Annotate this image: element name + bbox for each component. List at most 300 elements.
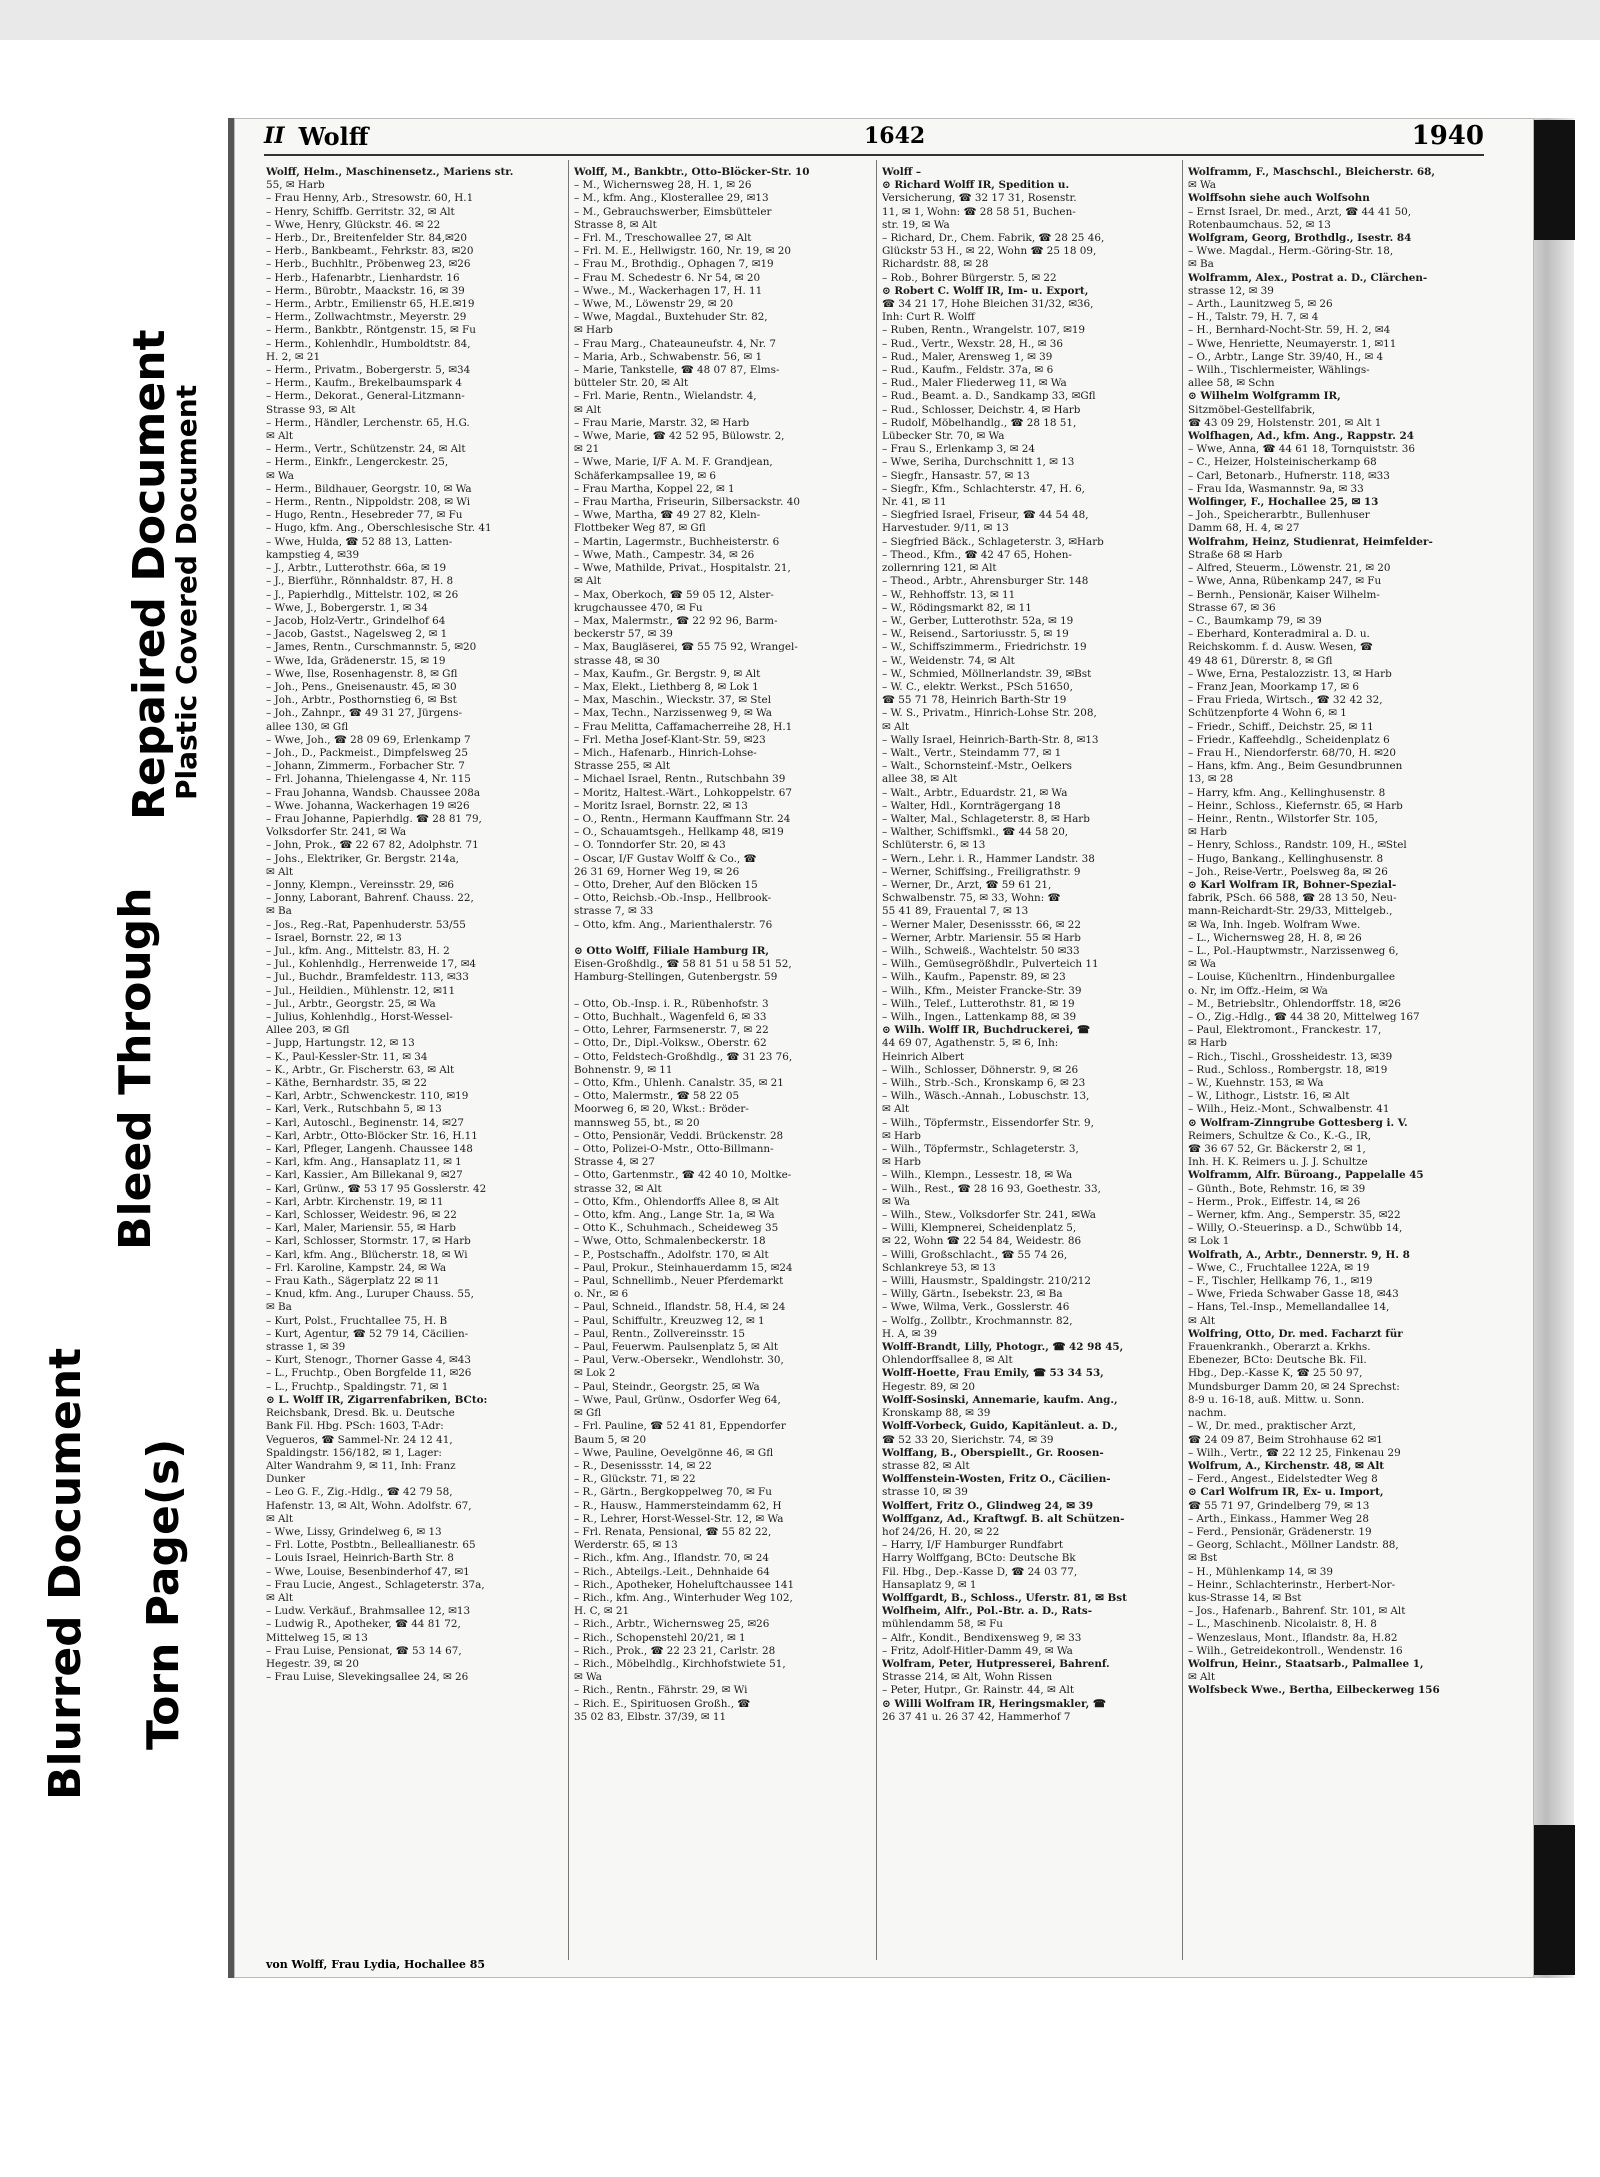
directory-entry: – Max, Maschin., Wieckstr. 37, ✉ Stel xyxy=(574,694,772,707)
directory-entry: – W., Schiffszimmerm., Friedrichstr. 19 xyxy=(882,641,1087,654)
directory-entry: – Herm., Zollwachtmstr., Meyerstr. 29 xyxy=(266,311,467,324)
directory-entry: – Alfr., Kondit., Bendixensweg 9, ✉ 33 xyxy=(882,1631,1082,1644)
directory-entry: – Willy, O.-Steuerinsp. a D., Schwübb 14, xyxy=(1188,1222,1403,1235)
directory-entry: Alter Wandrahm 9, ✉ 11, Inh: Franz xyxy=(266,1459,456,1472)
directory-entry: Strasse 93, ✉ Alt xyxy=(266,403,356,416)
directory-entry: – Wilh., Schlosser, Döhnerstr. 9, ✉ 26 xyxy=(882,1063,1079,1076)
directory-entry: – Ruben, Rentn., Wrangelstr. 107, ✉19 xyxy=(882,324,1086,337)
directory-entry: Wolffganz, Ad., Kraftwgf. B. alt Schützen- xyxy=(882,1512,1125,1525)
directory-entry: – Wwe, Otto, Schmalenbeckerstr. 18 xyxy=(574,1235,766,1248)
directory-entry: – Knud, kfm. Ang., Luruper Chauss. 55, xyxy=(266,1288,474,1301)
directory-entry: ☎ 43 09 29, Holstenstr. 201, ✉ Alt 1 xyxy=(1188,416,1382,429)
label-torn-pages: Torn Page(s) xyxy=(138,1438,189,1750)
directory-entry: Heinrich Albert xyxy=(882,1050,965,1063)
directory-entry: – Fritz, Adolf-Hitler-Damm 49, ✉ Wa xyxy=(882,1644,1073,1657)
directory-entry: strasse 48, ✉ 30 xyxy=(574,654,660,667)
directory-entry: Wolff-Hoette, Frau Emily, ☎ 53 34 53, xyxy=(882,1367,1104,1380)
directory-entry: ✉ Bst xyxy=(1188,1552,1218,1565)
directory-entry: – Wwe, M., Löwenstr 29, ✉ 20 xyxy=(574,298,734,311)
directory-entry: Fil. Hbg., Dep.-Kasse D, ☎ 24 03 77, xyxy=(882,1565,1078,1578)
directory-entry: ✉ Alt xyxy=(882,720,910,733)
directory-entry: Wolframm, F., Maschschl., Bleicherstr. 68, xyxy=(1188,166,1436,178)
directory-entry: Harry Wolffgang, BCto: Deutsche Bk xyxy=(882,1552,1076,1565)
directory-entry: – Frau Frieda, Wirtsch., ☎ 32 42 32, xyxy=(1188,694,1383,707)
directory-entry: ✉ 22, Wohn ☎ 22 54 84, Weidestr. 86 xyxy=(882,1235,1082,1248)
directory-entry: ✉ Ba xyxy=(266,905,292,918)
directory-entry: – Franz Jean, Moorkamp 17, ✉ 6 xyxy=(1188,680,1360,693)
directory-entry: 44 69 07, Agathenstr. 5, ✉ 6, Inh: xyxy=(882,1037,1059,1050)
column-rule xyxy=(568,160,569,1960)
directory-entry: – Frau M., Brothdig., Ophagen 7, ✉19 xyxy=(574,258,774,271)
directory-entry: – Max, Oberkoch, ☎ 59 05 12, Alster- xyxy=(574,588,774,601)
directory-entry: – Wwe, Henriette, Neumayerstr. 1, ✉11 xyxy=(1188,337,1397,350)
directory-entry: – Wwe, Mathilde, Privat., Hospitalstr. 21, xyxy=(574,562,791,575)
directory-entry: – Carl, Betonarb., Hufnerstr. 118, ✉33 xyxy=(1188,469,1390,482)
directory-entry: – Wwe, Martha, ☎ 49 27 82, Kleln- xyxy=(574,509,761,522)
directory-entry: Wolfring, Otto, Dr. med. Facharzt für xyxy=(1188,1327,1403,1340)
directory-entry: – Peter, Hutpr., Gr. Rainstr. 44, ✉ Alt xyxy=(882,1684,1075,1697)
directory-entry: Ohlendorffsallee 8, ✉ Alt xyxy=(882,1354,1013,1367)
directory-entry: – Wilh., Strb.-Sch., Kronskamp 6, ✉ 23 xyxy=(882,1077,1086,1090)
directory-entry: Strasse 255, ✉ Alt xyxy=(574,760,671,773)
directory-entry: – J., Papierhdlg., Mittelstr. 102, ✉ 26 xyxy=(266,588,459,601)
directory-entry: – Jacob, Holz-Vertr., Grindelhof 64 xyxy=(266,614,446,627)
directory-entry: ✉ Ba xyxy=(266,1301,292,1314)
directory-entry: – Max, Techn., Narzissenweg 9, ✉ Wa xyxy=(574,707,772,720)
directory-entry: Inh: Curt R. Wolff xyxy=(882,311,975,324)
directory-entry: – Jul., Kohlenhdlg., Herrenweide 17, ✉4 xyxy=(266,958,477,971)
directory-entry: – Otto, Kfm., Ohlendorffs Allee 8, ✉ Alt xyxy=(574,1195,779,1208)
directory-entry: Wolff-Brandt, Lilly, Photogr., ☎ 42 98 45, xyxy=(882,1341,1124,1354)
directory-entry: Hegestr. 39, ✉ 20 xyxy=(266,1657,360,1670)
directory-entry: – Otto, Dreher, Auf den Blöcken 15 xyxy=(574,878,758,891)
directory-entry: – Otto, Ob.-Insp. i. R., Rübenhofstr. 3 xyxy=(574,997,769,1010)
directory-entry: – Frau Melitta, Caffamacherreihe 28, H.1 xyxy=(574,720,793,733)
directory-entry: – Eberhard, Konteradmiral a. D. u. xyxy=(1188,628,1370,641)
directory-entry: 8-9 u. 16-18, auß. Mittw. u. Sonn. xyxy=(1188,1393,1365,1406)
directory-entry: – M., kfm. Ang., Klosterallee 29, ✉13 xyxy=(574,192,769,205)
directory-entry: o. Nr, im Offz.-Heim, ✉ Wa xyxy=(1188,984,1328,997)
directory-entry: – Georg, Schlacht., Möllner Landstr. 88, xyxy=(1188,1539,1399,1552)
directory-entry: ✉ Harb xyxy=(1188,826,1227,839)
directory-entry: – Wilh., Heiz.-Mont., Schwalbenstr. 41 xyxy=(1188,1103,1390,1116)
directory-entry: – Herm., Dekorat., General-Litzmann- xyxy=(266,390,465,403)
directory-entry: Wolff-Vorbeck, Guido, Kapitänleut. a. D., xyxy=(882,1420,1118,1433)
directory-entry: bütteler Str. 20, ✉ Alt xyxy=(574,377,689,390)
directory-entry: – Willy, Gärtn., Isebekstr. 23, ✉ Ba xyxy=(882,1288,1063,1301)
directory-entry: – Wwe, Joh., ☎ 28 09 69, Erlenkamp 7 xyxy=(266,733,471,746)
directory-entry: – Rich., Rentn., Fährstr. 29, ✉ Wi xyxy=(574,1684,748,1697)
directory-entry: – Otto, Dr., Dipl.-Volksw., Oberstr. 62 xyxy=(574,1037,767,1050)
directory-entry: – Walt., Vertr., Steindamm 77, ✉ 1 xyxy=(882,746,1062,759)
directory-entry: Hansaplatz 9, ✉ 1 xyxy=(882,1578,977,1591)
directory-entry: – Frau Martha, Friseurin, Silbersackstr. 40 xyxy=(574,496,800,509)
directory-entry: – Herm., Kohlenhdlr., Humboldtstr. 84, xyxy=(266,337,471,350)
directory-entry: Wolfsbeck Wwe., Bertha, Eilbeckerweg 156 xyxy=(1188,1684,1440,1697)
directory-entry: – Wilh., Tischlermeister, Wählings- xyxy=(1188,364,1370,377)
directory-entry: – Wolfg., Zollbtr., Krochmannstr. 82, xyxy=(882,1314,1073,1327)
directory-entry: – Herm., Händler, Lerchenstr. 65, H.G. xyxy=(266,416,470,429)
directory-entry: Strasse 67, ✉ 36 xyxy=(1188,601,1276,614)
directory-entry: mannsweg 55, bt., ✉ 20 xyxy=(574,1116,700,1129)
directory-entry: – Wwe, Magdal., Buxtehuder Str. 82, xyxy=(574,311,768,324)
directory-entry: – Frau H., Niendorferstr. 68/70, H. ✉20 xyxy=(1188,746,1397,759)
directory-entry: – Herm., Bildhauer, Georgstr. 10, ✉ Wa xyxy=(266,482,472,495)
directory-entry: – Heinr., Rentn., Wilstorfer Str. 105, xyxy=(1188,812,1378,825)
directory-entry: – Karl, Arbtr., Schwenckestr. 110, ✉19 xyxy=(266,1090,469,1103)
directory-entry: – Wwe, Hulda, ☎ 52 88 13, Latten- xyxy=(266,535,453,548)
directory-entry: Kronskamp 88, ✉ 39 xyxy=(882,1407,991,1420)
directory-entry: Dunker xyxy=(266,1473,306,1486)
label-bleed-through: Bleed Through xyxy=(110,887,161,1250)
directory-entry: – Harry, kfm. Ang., Kellinghusenstr. 8 xyxy=(1188,786,1386,799)
directory-entry: – Wwe, Wilma, Verk., Gosslerstr. 46 xyxy=(882,1301,1070,1314)
directory-entry: strasse 1, ✉ 39 xyxy=(266,1341,346,1354)
directory-entry: – James, Rentn., Curschmannstr. 5, ✉20 xyxy=(266,641,477,654)
directory-entry: – Ludwig R., Apotheker, ☎ 44 81 72, xyxy=(266,1618,461,1631)
directory-entry: – Wwe, Anna, ☎ 44 61 18, Tornquiststr. 36 xyxy=(1188,443,1416,456)
directory-entry: – Ferd., Pensionär, Grädenerstr. 19 xyxy=(1188,1525,1372,1538)
year: 1940 xyxy=(1411,121,1484,151)
directory-entry: – Jupp, Hartungstr. 12, ✉ 13 xyxy=(266,1037,415,1050)
directory-entry: ☎ 55 71 97, Grindelberg 79, ✉ 13 xyxy=(1188,1499,1370,1512)
directory-entry: – Wwe, Ilse, Rosenhagenstr. 8, ✉ Gfl xyxy=(266,667,458,680)
directory-entry: – R., Hausw., Hammersteindamm 62, H xyxy=(574,1499,782,1512)
directory-column-2 xyxy=(574,166,866,1956)
directory-entry: – Frau Martha, Koppel 22, ✉ 1 xyxy=(574,482,735,495)
directory-entry: – Rob., Bohrer Bürgerstr. 5, ✉ 22 xyxy=(882,271,1057,284)
directory-entry: Hbg., Dep.-Kasse K, ☎ 25 50 97, xyxy=(1188,1367,1363,1380)
directory-entry: – W., Gerber, Lutterothstr. 52a, ✉ 19 xyxy=(882,614,1074,627)
directory-entry: ☎ 34 21 17, Hohe Bleichen 31/32, ✉36, xyxy=(882,298,1094,311)
directory-entry: Wolfrum, A., Kirchenstr. 48, ✉ Alt xyxy=(1188,1459,1385,1472)
directory-entry: – Wwe, J., Bobergerstr. 1, ✉ 34 xyxy=(266,601,428,614)
directory-entry: mann-Reichardt-Str. 29/33, Mittelgeb., xyxy=(1188,905,1393,918)
directory-entry: – Wwe, Marie, ☎ 42 52 95, Bülowstr. 2, xyxy=(574,430,785,443)
directory-entry: Damm 68, H. 4, ✉ 27 xyxy=(1188,522,1300,535)
directory-entry: Spaldingstr. 156/182, ✉ 1, Lager: xyxy=(266,1446,442,1459)
directory-entry: ✉ Alt xyxy=(1188,1671,1216,1684)
directory-entry: – Rich., Tischl., Grossheidestr. 13, ✉39 xyxy=(1188,1050,1393,1063)
directory-entry: ✉ Lok 1 xyxy=(1188,1235,1230,1248)
directory-entry: – Walt., Arbtr., Eduardstr. 21, ✉ Wa xyxy=(882,786,1068,799)
directory-entry: Wolff, M., Bankbtr., Otto-Blöcker-Str. 10 xyxy=(574,166,810,178)
directory-entry: allee 38, ✉ Alt xyxy=(882,773,958,786)
directory-entry: – W. S., Privatm., Hinrich-Lohse Str. 208, xyxy=(882,707,1097,720)
directory-entry: – Otto, Reichsb.-Ob.-Insp., Hellbrook- xyxy=(574,892,772,905)
directory-entry: nachm. xyxy=(1188,1407,1227,1420)
directory-entry: – Max, Elekt., Liethberg 8, ✉ Lok 1 xyxy=(574,680,759,693)
directory-entry: Harvestuder. 9/11, ✉ 13 xyxy=(882,522,1009,535)
directory-entry: Lübecker Str. 70, ✉ Wa xyxy=(882,430,1005,443)
directory-entry: – Frl. Johanna, Thielengasse 4, Nr. 115 xyxy=(266,773,471,786)
directory-entry: – Otto, Pensionär, Veddi. Brückenstr. 28 xyxy=(574,1129,784,1142)
directory-entry: – Johann, Zimmerm., Forbacher Str. 7 xyxy=(266,760,465,773)
directory-entry: – Herb., Dr., Breitenfelder Str. 84,✉20 xyxy=(266,232,467,245)
directory-entry: – Herb., Bankbeamt., Fehrkstr. 83, ✉20 xyxy=(266,245,474,258)
directory-entry: – Otto, kfm. Ang., Marienthalerstr. 76 xyxy=(574,918,773,931)
directory-entry: – Wwe, Louise, Besenbinderhof 47, ✉1 xyxy=(266,1565,470,1578)
directory-entry: – Jul., Arbtr., Georgstr. 25, ✉ Wa xyxy=(266,997,436,1010)
directory-entry: – Wwe, Lissy, Grindelweg 6, ✉ 13 xyxy=(266,1525,442,1538)
directory-entry: Wolframm, Alex., Postrat a. D., Clärchen- xyxy=(1188,271,1428,284)
directory-entry: ☎ 52 33 20, Sierichstr. 74, ✉ 39 xyxy=(882,1433,1054,1446)
directory-entry: – M., Gebrauchswerber, Eimsbütteler xyxy=(574,205,772,218)
directory-entry: krugchaussee 470, ✉ Fu xyxy=(574,601,703,614)
directory-entry: – Paul, Verw.-Obersekr., Wendlohstr. 30, xyxy=(574,1354,784,1367)
directory-entry: Strasse 8, ✉ Alt xyxy=(574,218,657,231)
directory-entry: – Siegfr., Kfm., Schlachterstr. 47, H. 6, xyxy=(882,482,1085,495)
directory-entry: – K., Arbtr., Gr. Fischerstr. 63, ✉ Alt xyxy=(266,1063,455,1076)
directory-entry: – Joh., Pens., Gneisenaustr. 45, ✉ 30 xyxy=(266,680,457,693)
directory-entry: Frauenkrankh., Oberarzt a. Krkhs. xyxy=(1188,1341,1371,1354)
directory-entry: Wolfhagen, Ad., kfm. Ang., Rappstr. 24 xyxy=(1188,430,1414,443)
directory-entry: – Julius, Kohlenhdlg., Horst-Wessel- xyxy=(266,1011,453,1023)
directory-entry: ⊙ Carl Wolfrum IR, Ex- u. Import, xyxy=(1188,1486,1384,1499)
directory-entry: – Otto, kfm. Ang., Lange Str. 1a, ✉ Wa xyxy=(574,1209,775,1222)
directory-entry: Reimers, Schultze & Co., K.-G., IR, xyxy=(1188,1129,1372,1142)
directory-entry: – Karl, Schlosser, Stormstr. 17, ✉ Harb xyxy=(266,1235,471,1248)
directory-entry: – H., Talstr. 79, H. 7, ✉ 4 xyxy=(1188,311,1319,324)
directory-entry: – Rud., Vertr., Wexstr. 28, H., ✉ 36 xyxy=(882,337,1063,350)
directory-entry: Wolframm, Alfr. Büroang., Pappelalle 45 xyxy=(1188,1169,1424,1182)
directory-entry: – O. Tonndorfer Str. 20, ✉ 43 xyxy=(574,839,726,852)
directory-entry: – Otto, Buchhalt., Wagenfeld 6, ✉ 33 xyxy=(574,1011,767,1023)
directory-entry: – W., Lithogr., Liststr. 16, ✉ Alt xyxy=(1188,1090,1350,1103)
directory-entry: – K., Paul-Kessler-Str. 11, ✉ 34 xyxy=(266,1050,428,1063)
directory-entry: – H., Bernhard-Nocht-Str. 59, H. 2, ✉4 xyxy=(1188,324,1391,337)
directory-entry: – Frl. M., Treschowallee 27, ✉ Alt xyxy=(574,232,752,245)
directory-entry: – Michael Israel, Rentn., Rutschbahn 39 xyxy=(574,773,786,786)
directory-entry: – Wilh., Rest., ☎ 28 16 93, Goethestr. 33, xyxy=(882,1182,1101,1195)
directory-entry: – W., Kuehnstr. 153, ✉ Wa xyxy=(1188,1077,1324,1090)
directory-entry: – Walther, Schiffsmkl., ☎ 44 58 20, xyxy=(882,826,1069,839)
directory-entry: – Wilh., Töpfermstr., Eissendorfer Str. 9, xyxy=(882,1116,1094,1129)
directory-entry: – R., Lehrer, Horst-Wessel-Str. 12, ✉ Wa xyxy=(574,1512,784,1525)
directory-entry: str. 19, ✉ Wa xyxy=(882,218,950,231)
directory-entry: – Paul, Schiffultr., Kreuzweg 12, ✉ 1 xyxy=(574,1314,765,1327)
directory-entry: Mittelweg 15, ✉ 13 xyxy=(266,1631,368,1644)
footer-entry: von Wolff, Frau Lydia, Hochallee 85 xyxy=(266,1958,486,1971)
directory-entry: – Theod., Arbtr., Ahrensburger Str. 148 xyxy=(882,575,1089,588)
directory-entry: – Wwe, Ida, Grädenerstr. 15, ✉ 19 xyxy=(266,654,446,667)
directory-entry: Straße 68 ✉ Harb xyxy=(1188,548,1283,561)
volume-number: II xyxy=(264,123,285,149)
directory-entry: – Frau Kath., Sägerplatz 22 ✉ 11 xyxy=(266,1275,440,1288)
directory-entry: ✉ Alt xyxy=(574,575,602,588)
directory-entry: ✉ Wa xyxy=(1188,958,1216,971)
directory-entry: Rotenbaumchaus. 52, ✉ 13 xyxy=(1188,218,1331,231)
directory-entry: – Frau Ida, Wasmannstr. 9a, ✉ 33 xyxy=(1188,482,1364,495)
directory-entry: – Karl, Pfleger, Langenh. Chaussee 148 xyxy=(266,1143,473,1156)
directory-entry: – Frau Marg., Chateauneufstr. 4, Nr. 7 xyxy=(574,337,776,350)
directory-entry: – Wwe., M., Wackerhagen 17, H. 11 xyxy=(574,284,763,297)
directory-entry: – Paul, Feuerwm. Paulsenplatz 5, ✉ Alt xyxy=(574,1341,779,1354)
directory-entry: zollernring 121, ✉ Alt xyxy=(882,562,997,575)
directory-entry: ✉ Wa xyxy=(882,1195,910,1208)
directory-entry: – Karl, Maler, Mariensir. 55, ✉ Harb xyxy=(266,1222,456,1235)
directory-entry: – Werner Maler, Desenissstr. 66, ✉ 22 xyxy=(882,918,1081,931)
directory-entry: – Wilh., Klempn., Lessestr. 18, ✉ Wa xyxy=(882,1169,1073,1182)
directory-entry: – Rud., Beamt. a. D., Sandkamp 33, ✉Gfl xyxy=(882,390,1096,403)
directory-entry: – Jul., Heildien., Mühlenstr. 12, ✉11 xyxy=(266,984,456,997)
directory-entry: – Friedr., Kaffeehdlg., Scheidenplatz 6 xyxy=(1188,733,1390,746)
directory-entry: – Werner, Dr., Arzt, ☎ 59 61 21, xyxy=(882,878,1052,891)
directory-entry: – Frau Luise, Slevekingsallee 24, ✉ 26 xyxy=(266,1671,469,1684)
directory-entry: 49 48 61, Dürerstr. 8, ✉ Gfl xyxy=(1188,654,1333,667)
directory-entry: – Ernst Israel, Dr. med., Arzt, ☎ 44 41 50, xyxy=(1188,205,1412,218)
directory-entry: – C., Heizer, Holsteinischerkamp 68 xyxy=(1188,456,1377,469)
directory-entry: Wolfram, Peter, Hutpresserei, Bahrenf. xyxy=(882,1657,1110,1670)
directory-entry: – Johs., Elektriker, Gr. Bergstr. 214a, xyxy=(266,852,459,865)
directory-entry: – Wilh., Telef., Lutterothstr. 81, ✉ 19 xyxy=(882,997,1075,1010)
directory-entry: – Wilh., Schweiß., Wachtelstr. 50 ✉33 xyxy=(882,944,1080,957)
directory-entry: – Kurt, Agentur, ☎ 52 79 14, Cäcilien- xyxy=(266,1327,469,1340)
directory-entry: 55 41 89, Frauental 7, ✉ 13 xyxy=(882,905,1029,918)
directory-entry: – L., Fruchtp., Oben Borgfelde 11, ✉26 xyxy=(266,1367,472,1380)
directory-entry: Wolfheim, Alfr., Pol.-Btr. a. D., Rats- xyxy=(882,1605,1093,1618)
directory-entry: – Wwe, Anna, Rübenkamp 247, ✉ Fu xyxy=(1188,575,1382,588)
directory-entry: Schäferkampsallee 19, ✉ 6 xyxy=(574,469,717,482)
directory-entry: – Karl, Arbtr. Kirchenstr. 19, ✉ 11 xyxy=(266,1195,444,1208)
directory-entry: ✉ Alt xyxy=(266,430,294,443)
directory-entry: – Marie, Tankstelle, ☎ 48 07 87, Elms- xyxy=(574,364,780,377)
directory-entry: – Karl, Autoschl., Beginenstr. 14, ✉27 xyxy=(266,1116,465,1129)
directory-entry: Vegueros, ☎ Sammel-Nr. 24 12 41, xyxy=(266,1433,453,1446)
directory-entry: – Rud., Schlosser, Deichstr. 4, ✉ Harb xyxy=(882,403,1081,416)
directory-entry: – Paul, Schneid., Iflandstr. 58, H.4, ✉ 24 xyxy=(574,1301,786,1314)
directory-entry: Hamburg-Stellingen, Gutenbergstr. 59 xyxy=(574,971,778,984)
directory-entry: fabrik, PSch. 66 588, ☎ 28 13 50, Neu- xyxy=(1188,892,1397,905)
directory-entry: o. Nr., ✉ 6 xyxy=(574,1288,629,1301)
directory-entry: strasse 7, ✉ 33 xyxy=(574,905,654,918)
directory-entry: – Frau Lucie, Angest., Schlageterstr. 37a, xyxy=(266,1578,485,1591)
directory-entry: – Harry, I/F Hamburger Rundfabrt xyxy=(882,1539,1064,1552)
directory-entry: – Max, Kaufm., Gr. Bergstr. 9, ✉ Alt xyxy=(574,667,761,680)
directory-entry: Ebenezer, BCto: Deutsche Bk. Fil. xyxy=(1188,1354,1367,1367)
directory-entry: – Frau Henny, Arb., Stresowstr. 60, H.1 xyxy=(266,192,474,205)
directory-entry: – Frau Marie, Marstr. 32, ✉ Harb xyxy=(574,416,750,429)
directory-entry: – C., Baumkamp 79, ✉ 39 xyxy=(1188,614,1322,627)
directory-entry: – Otto, Malermstr., ☎ 58 22 05 xyxy=(574,1090,740,1103)
directory-entry: ⊙ Otto Wolff, Filiale Hamburg IR, xyxy=(574,944,769,957)
directory-entry xyxy=(574,985,866,998)
directory-entry: Volksdorfer Str. 241, ✉ Wa xyxy=(266,826,407,839)
directory-entry: Baum 5, ✉ 20 xyxy=(574,1433,647,1446)
directory-entry: – Werner, Arbtr. Mariensir. 55 ✉ Harb xyxy=(882,931,1081,944)
directory-entry: – Wilh., Gemüsegrößhdlr., Pulverteich 11 xyxy=(882,958,1099,971)
page-right-edge xyxy=(1528,118,1574,1978)
directory-entry: mühlendamm 58, ✉ Fu xyxy=(882,1618,1003,1631)
directory-entry: – Joh., Reise-Vertr., Poelsweg 8a, ✉ 26 xyxy=(1188,865,1388,878)
directory-entry: – Karl, Grünw., ☎ 53 17 95 Gosslerstr. 42 xyxy=(266,1182,487,1195)
directory-entry: Wolffgardt, B., Schloss., Uferstr. 81, ✉ Bst xyxy=(882,1591,1127,1604)
directory-entry: – Louise, Küchenltrn., Hindenburgallee xyxy=(1188,971,1396,984)
directory-entry: – Walt., Schornsteinf.-Mstr., Oelkers xyxy=(882,760,1072,773)
directory-entry: ✉ Alt xyxy=(1188,1314,1216,1327)
directory-entry: ⊙ Wilh. Wolff IR, Buchdruckerei, ☎ xyxy=(882,1024,1090,1037)
directory-entry: 11, ✉ 1, Wohn: ☎ 28 58 51, Buchen- xyxy=(882,205,1076,218)
directory-entry: – L., Fruchtp., Spaldingstr. 71, ✉ 1 xyxy=(266,1380,449,1393)
directory-entry: Strasse 4, ✉ 27 xyxy=(574,1156,656,1169)
directory-entry: Reichsbank, Dresd. Bk. u. Deutsche xyxy=(266,1407,455,1420)
directory-entry: – Frl. Karoline, Kampstr. 24, ✉ Wa xyxy=(266,1261,447,1274)
directory-entry: – R., Glückstr. 71, ✉ 22 xyxy=(574,1473,696,1486)
directory-entry: Schwalbenstr. 75, ✉ 33, Wohn: ☎ xyxy=(882,892,1061,905)
directory-entry: Schlüterstr. 6, ✉ 13 xyxy=(882,839,986,852)
directory-entry: – L., Wichernsweg 28, H. 8, ✉ 26 xyxy=(1188,931,1362,944)
directory-entry: ☎ 36 67 52, Gr. Bäckerstr 2, ✉ 1, xyxy=(1188,1143,1366,1156)
directory-entry: – Hugo, kfm. Ang., Oberschlesische Str. 41 xyxy=(266,522,492,535)
directory-entry: – Friedr., Schiff., Deichstr. 25, ✉ 11 xyxy=(1188,720,1374,733)
directory-entry: – Jacob, Gastst., Nagelsweg 2, ✉ 1 xyxy=(266,628,448,641)
directory-entry xyxy=(574,932,866,945)
directory-entry: – Max, Baugläserei, ☎ 55 75 92, Wrangel- xyxy=(574,641,798,654)
directory-column-4 xyxy=(1188,166,1480,1956)
directory-entry: – Otto, Polizei-O-Mstr., Otto-Billmann- xyxy=(574,1143,774,1156)
label-blurred-document: Blurred Document xyxy=(40,1347,91,1800)
directory-entry: Wolfinger, F., Hochallee 25, ✉ 13 xyxy=(1188,496,1379,509)
directory-entry: ⊙ Robert C. Wolff IR, Im- u. Export, xyxy=(882,284,1089,297)
column-rule xyxy=(1182,160,1183,1960)
directory-entry: – Karl, Kassier., Am Billekanal 9, ✉27 xyxy=(266,1169,463,1182)
directory-entry: – Karl, Verk., Rutschbahn 5, ✉ 13 xyxy=(266,1103,442,1116)
directory-entry: – Otto K., Schuhmach., Scheideweg 35 xyxy=(574,1222,779,1235)
directory-entry: – Frau S., Erlenkamp 3, ✉ 24 xyxy=(882,443,1035,456)
directory-entry: – Hugo, Bankang., Kellinghusenstr. 8 xyxy=(1188,852,1384,865)
directory-entry: Wolffenstein-Wosten, Fritz O., Cäcilien- xyxy=(882,1473,1111,1486)
directory-entry: – P., Postschaffn., Adolfstr. 170, ✉ Alt xyxy=(574,1248,769,1261)
directory-entry: – Max, Malermstr., ☎ 22 92 96, Barm- xyxy=(574,614,778,627)
directory-entry: – O., Schauamtsgeh., Hellkamp 48, ✉19 xyxy=(574,826,784,839)
directory-entry: – Frl. Marie, Rentn., Wielandstr. 4, xyxy=(574,390,757,403)
directory-entry: – L., Pol.-Hauptwmstr., Narzissenweg 6, xyxy=(1188,944,1399,957)
directory-entry: Sitzmöbel-Gestellfabrik, xyxy=(1188,403,1316,416)
directory-entry: – Wwe, Erna, Pestalozzistr. 13, ✉ Harb xyxy=(1188,667,1392,680)
directory-entry: – Joh., Arbtr., Posthornstieg 6, ✉ Bst xyxy=(266,694,457,707)
directory-entry: – Hans, kfm. Ang., Beim Gesundbrunnen xyxy=(1188,760,1403,773)
directory-entry: ✉ Ba xyxy=(1188,258,1214,271)
directory-entry: Wolff-Sosinski, Annemarie, kaufm. Ang., xyxy=(882,1393,1118,1406)
directory-entry: – Heinr., Schlachterinstr., Herbert-Nor- xyxy=(1188,1578,1396,1591)
directory-entry: – O., Arbtr., Lange Str. 39/40, H., ✉ 4 xyxy=(1188,350,1384,363)
directory-entry: – Louis Israel, Heinrich-Barth Str. 8 xyxy=(266,1552,454,1565)
directory-entry: 26 31 69, Horner Weg 19, ✉ 26 xyxy=(574,865,740,878)
directory-entry: – Jonny, Laborant, Bahrenf. Chauss. 22, xyxy=(266,892,474,905)
directory-entry: ✉ Alt xyxy=(266,1591,294,1604)
directory-entry: Mundsburger Damm 20, ✉ 24 Sprechst: xyxy=(1188,1380,1400,1393)
directory-entry: Wolffert, Fritz O., Glindweg 24, ✉ 39 xyxy=(882,1499,1094,1512)
directory-entry: Wolfrun, Heinr., Staatsarb., Palmallee 1, xyxy=(1188,1657,1424,1670)
directory-entry: allee 130, ✉ Gfl xyxy=(266,720,349,733)
directory-entry: – M., Wichernsweg 28, H. 1, ✉ 26 xyxy=(574,179,752,192)
directory-entry: – Herm., Bürobtr., Maackstr. 16, ✉ 39 xyxy=(266,284,465,297)
directory-entry: – H., Mühlenkamp 14, ✉ 39 xyxy=(1188,1565,1334,1578)
directory-entry: ✉ Harb xyxy=(1188,1037,1227,1050)
directory-entry: ✉ 21 xyxy=(574,443,600,456)
directory-entry: – Rudolf, Möbelhandlg., ☎ 28 18 51, xyxy=(882,416,1077,429)
directory-entry: – Wwe, Frieda Schwaber Gasse 18, ✉43 xyxy=(1188,1288,1399,1301)
directory-entry: 13, ✉ 28 xyxy=(1188,773,1234,786)
directory-entry: – Henry, Schloss., Randstr. 109, H., ✉Stel xyxy=(1188,839,1407,852)
directory-entry: – Herm., Rentn., Nippoldstr. 208, ✉ Wi xyxy=(266,496,471,509)
directory-entry: – Frau Luise, Pensionat, ☎ 53 14 67, xyxy=(266,1644,462,1657)
directory-entry: – Moritz, Haltest.-Wärt., Lohkoppelstr. 67 xyxy=(574,786,792,799)
directory-entry: – Herm., Prok., Eiffestr. 14, ✉ 26 xyxy=(1188,1195,1361,1208)
directory-entry: ☎ 55 71 78, Heinrich Barth-Str 19 xyxy=(882,694,1067,707)
directory-entry: Schützenpforte 4 Wohn 6, ✉ 1 xyxy=(1188,707,1347,720)
directory-entry: – Joh., Zahnpr., ☎ 49 31 27, Jürgens- xyxy=(266,707,462,720)
